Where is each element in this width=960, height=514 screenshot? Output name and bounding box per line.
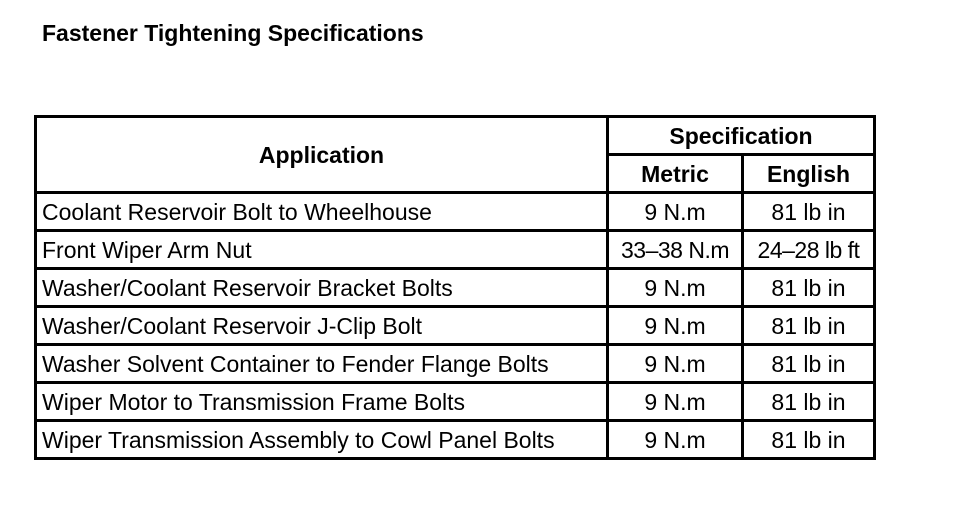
- english-cell: 81 lb in: [743, 383, 875, 421]
- table-row: [36, 345, 875, 383]
- metric-cell: 9 N.m: [608, 193, 743, 231]
- metric-cell: 9 N.m: [608, 345, 743, 383]
- page-title: Fastener Tightening Specifications: [42, 20, 424, 46]
- table-row: [36, 421, 875, 459]
- english-column-header: English: [743, 155, 875, 193]
- table-row: [36, 383, 875, 421]
- application-cell: Washer/Coolant Reservoir Bracket Bolts: [36, 269, 608, 307]
- fastener-spec-table: [34, 115, 876, 460]
- application-cell: Washer/Coolant Reservoir J-Clip Bolt: [36, 307, 608, 345]
- metric-cell: 9 N.m: [608, 421, 743, 459]
- english-cell: 81 lb in: [743, 193, 875, 231]
- metric-cell: 9 N.m: [608, 307, 743, 345]
- metric-cell: 9 N.m: [608, 383, 743, 421]
- english-cell: 81 lb in: [743, 345, 875, 383]
- table-row: [36, 307, 875, 345]
- metric-cell: 33–38 N.m: [608, 231, 743, 269]
- english-cell: 24–28 lb ft: [743, 231, 875, 269]
- application-cell: Wiper Motor to Transmission Frame Bolts: [36, 383, 608, 421]
- application-cell: Washer Solvent Container to Fender Flange Bolts: [36, 345, 608, 383]
- metric-column-header: Metric: [608, 155, 743, 193]
- table-row: [36, 193, 875, 231]
- application-cell: Wiper Transmission Assembly to Cowl Panel Bolts: [36, 421, 608, 459]
- metric-cell: 9 N.m: [608, 269, 743, 307]
- english-cell: 81 lb in: [743, 421, 875, 459]
- application-cell: Front Wiper Arm Nut: [36, 231, 608, 269]
- application-cell: Coolant Reservoir Bolt to Wheelhouse: [36, 193, 608, 231]
- table-row: [36, 269, 875, 307]
- specification-column-header: Specification: [608, 117, 875, 155]
- english-cell: 81 lb in: [743, 269, 875, 307]
- english-cell: 81 lb in: [743, 307, 875, 345]
- application-column-header: Application: [36, 117, 608, 193]
- table-row: [36, 231, 875, 269]
